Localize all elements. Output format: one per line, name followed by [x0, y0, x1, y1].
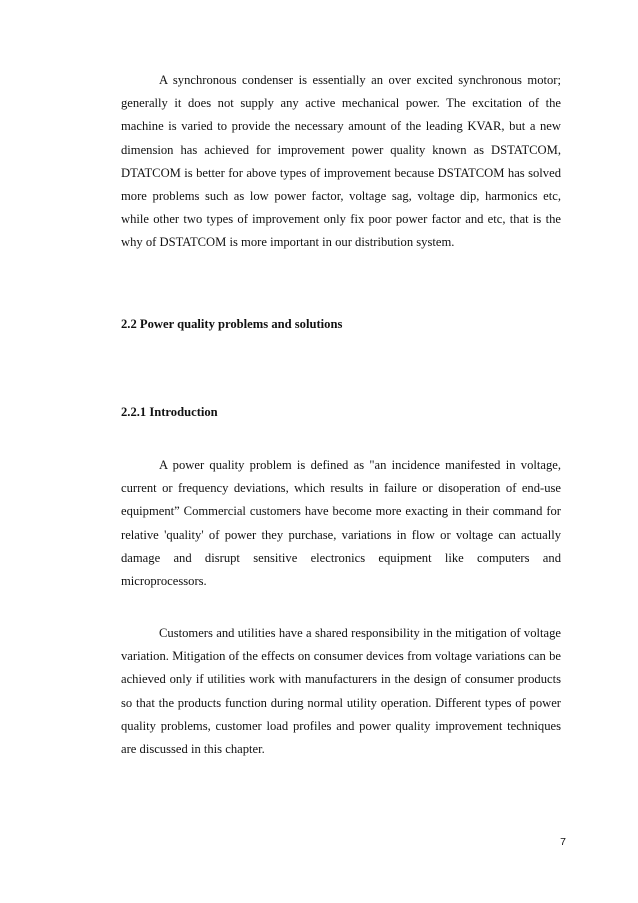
paragraph-shared-responsibility: Customers and utilities have a shared responsibility in the mitigation of voltage variation. Mitigation of the effects on consumer devices from voltage variations can be achieved only if utilities work with manufacturers in the design of consumer products so that the products function during normal utility operation. Different types of power quality problems, customer load profiles and power quality improvement techniques are discussed in this chapter. — [121, 626, 561, 757]
page-number: 7 — [560, 836, 566, 848]
paragraph-power-quality-definition: A power quality problem is defined as "an incidence manifested in voltage, current or frequency deviations, which results in failure or disoperation of end-use equipment” Commercial customers have become more exacting in their command for relative 'quality' of power they purchase, variations in flow or voltage can actually damage and disrupt sensitive electronics equipment like computers and microprocessors. — [121, 458, 561, 589]
subsection-heading-introduction: 2.2.1 Introduction — [121, 405, 218, 419]
paragraph-synchronous-condenser: A synchronous condenser is essentially an over excited synchronous motor; generally it does not supply any active mechanical power. The excitation of the machine is varied to provide the necessary amount of the leading KVAR, but a new dimension has achieved for improvement power quality known as DSTATCOM, DTATCOM is better for above types of improvement because DSTATCOM has solved more problems such as low power factor, voltage sag, voltage dip, harmonics etc, while other two types of improvement only fix poor power factor and etc, that is the why of DSTATCOM is more important in our distribution system. — [121, 73, 561, 250]
section-heading-power-quality: 2.2 Power quality problems and solutions — [121, 317, 343, 331]
